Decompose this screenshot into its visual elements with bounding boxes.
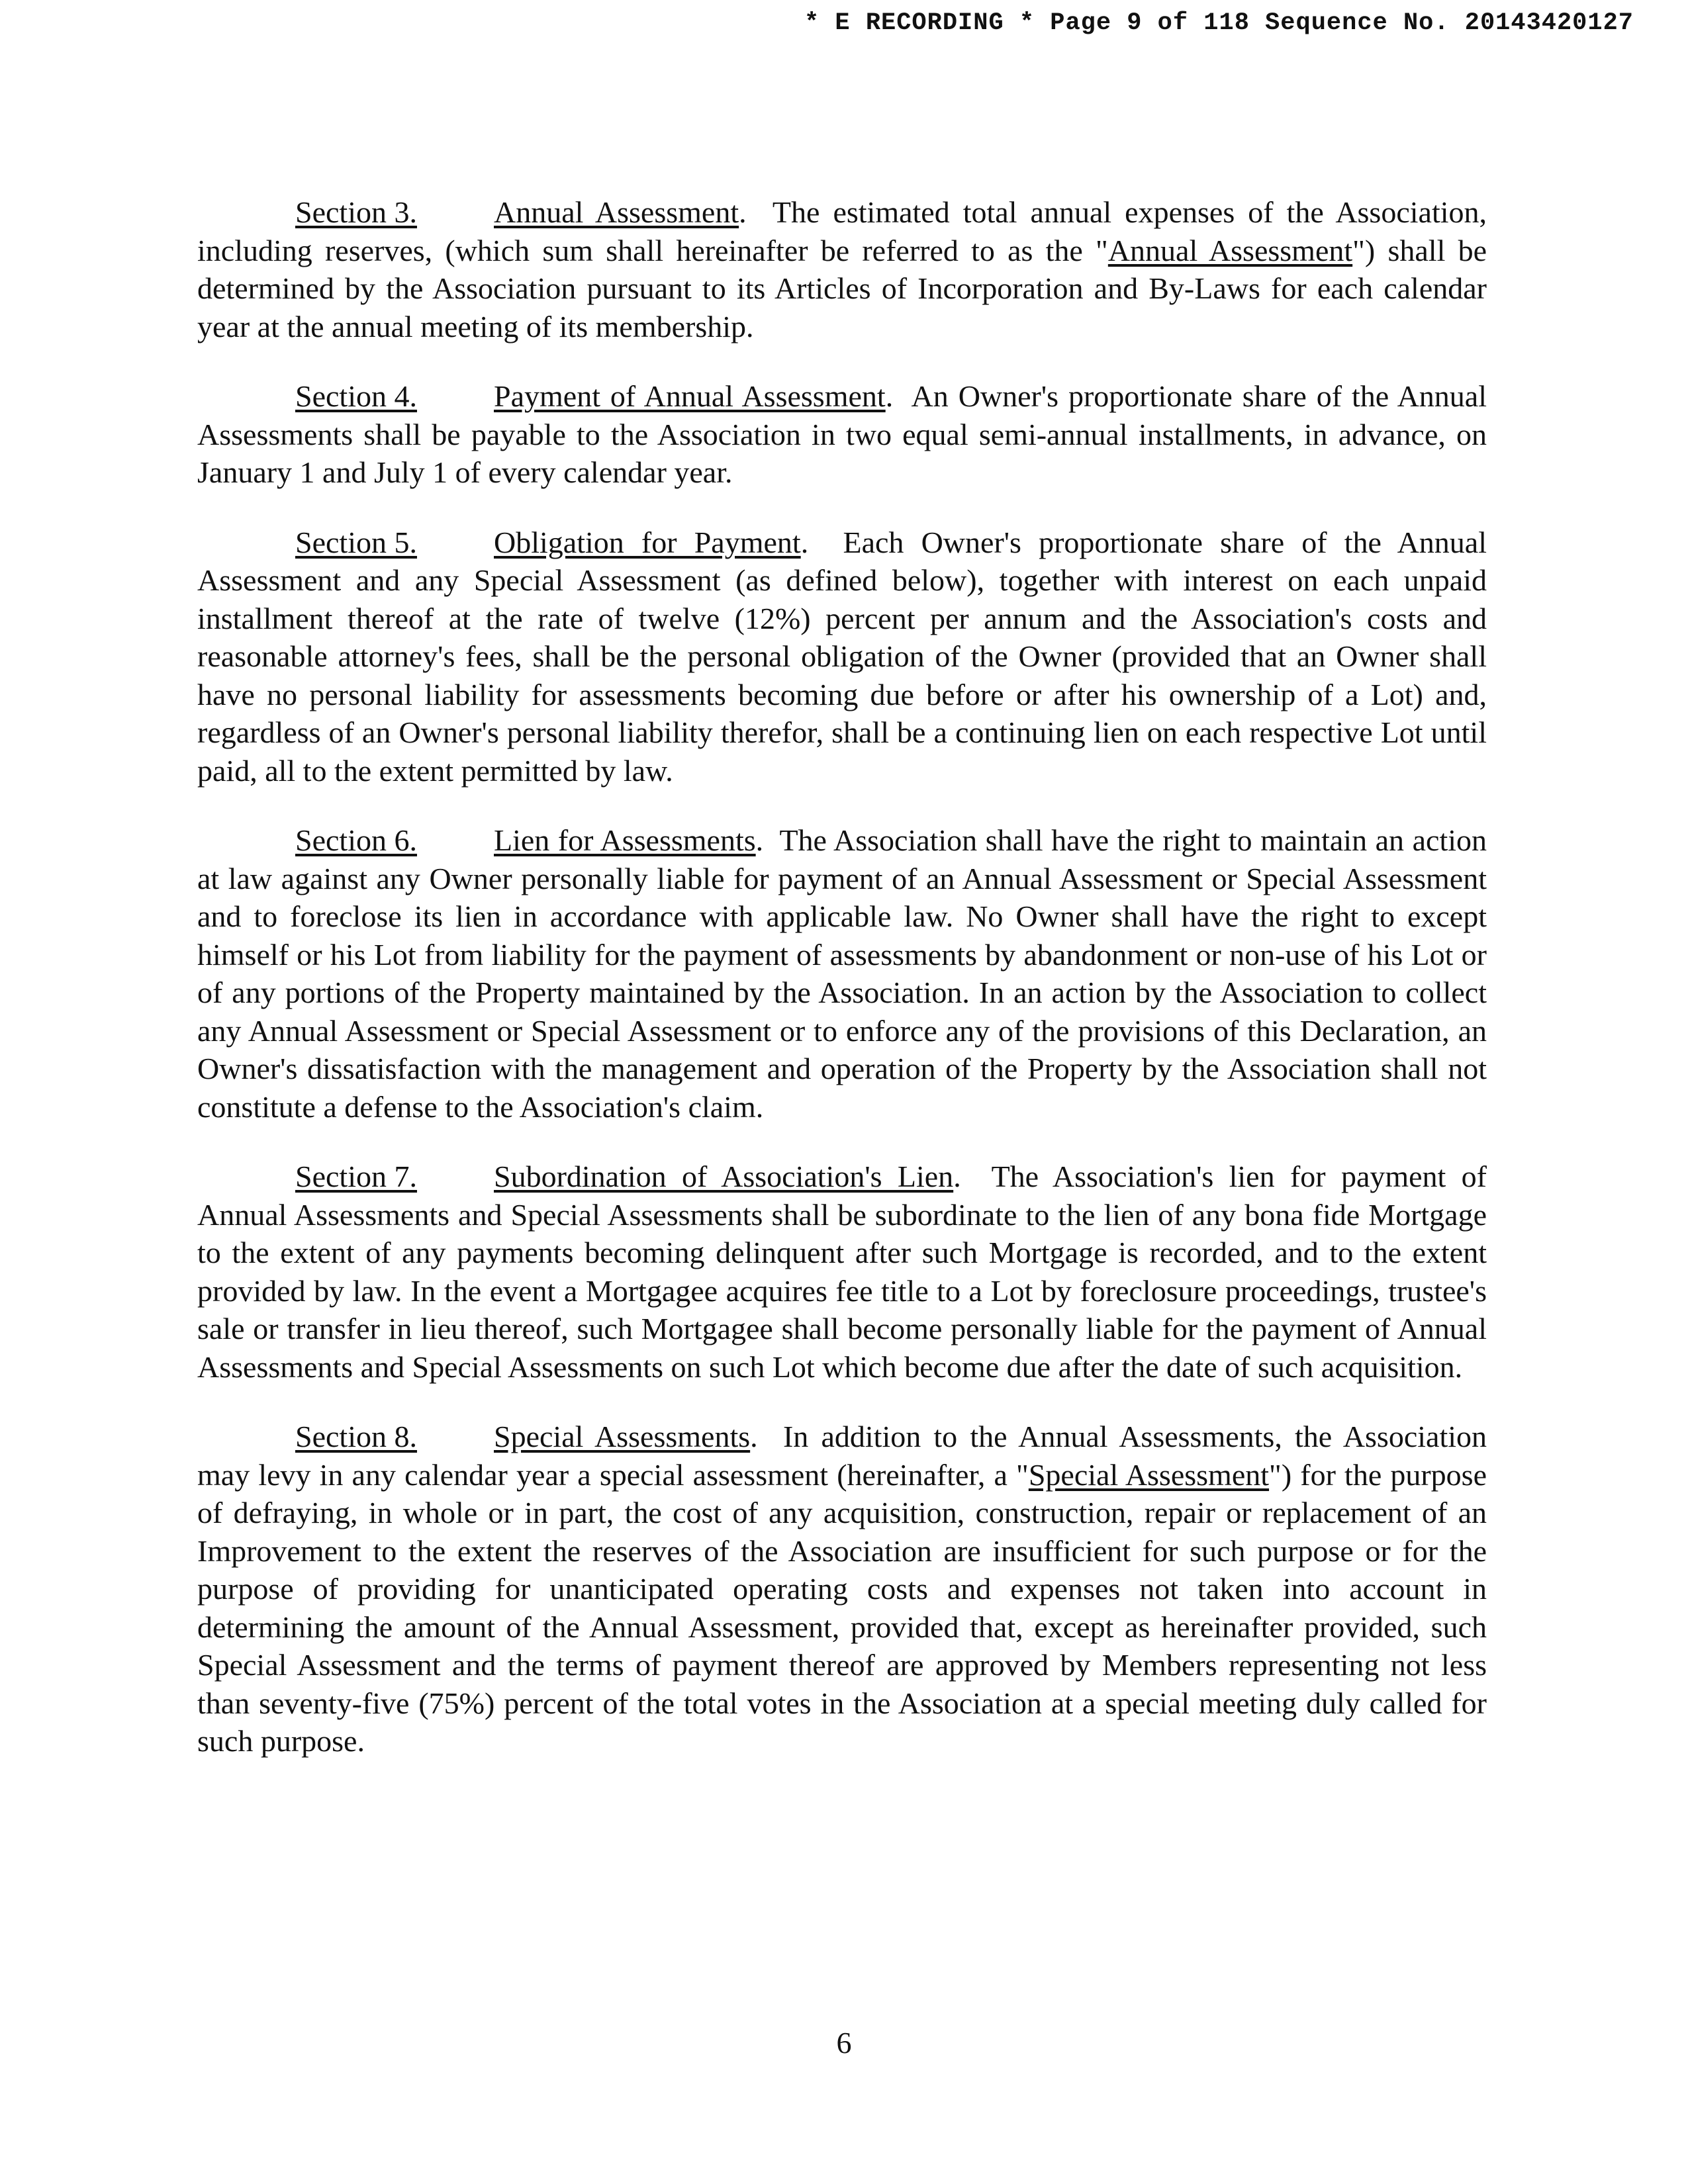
section-heading: Payment of Annual Assessment (494, 379, 886, 413)
section-text: ") shall be determined by the Association pursuant to its Articles of Incorporation and By-Laws for each calendar year at the annual meeting of its membership. (197, 233, 1487, 343)
section-text: Each Owner's proportionate share of the Annual Assessment and any Special Assessment (as defined below), together with interest on each unpaid installment thereof at the rate of twelve (12%) percent per annum and the Association's costs and reasonable attorney's fees, shall be the personal obligation of the Owner (provided that an Owner shall have no personal liability for assessments becoming due before or after his ownership of a Lot) and, regardless of an Owner's personal liability therefor, shall be a continuing lien on each respective Lot until paid, all to the extent permitted by law. (197, 525, 1487, 788)
section-text: The Association shall have the right to maintain an action at law against any Owner personally liable for payment of an Annual Assessment or Special Assessment and to foreclose its lien in accordance with applicable law. No Owner shall have the right to except himself or his Lot from liability for the payment of assessments by abandonment or non-use of his Lot or of any portions of the Property maintained by the Association. In an action by the Association to collect any Annual Assessment or Special Assessment or to enforce any of the provisions of this Declaration, an Owner's dissatisfaction with the management and operation of the Property by the Association shall not constitute a defense to the Association's claim. (197, 823, 1487, 1124)
section-text: An Owner's proportionate share of the Annual Assessments shall be payable to the Association in two equal semi-annual installments, in advance, on January 1 and July 1 of every calendar year. (197, 379, 1487, 489)
document-body (197, 193, 1487, 1792)
section-heading: Subordination of Association's Lien (494, 1160, 954, 1193)
section-text: The Association's lien for payment of Annual Assessments and Special Assessments shall be subordinate to the lien of any bona fide Mortgage to the extent of any payments becoming delinquent after such Mortgage is recorded, and to the extent provided by law. In the event a Mortgagee acquires fee title to a Lot by foreclosure proceedings, trustee's sale or transfer in lieu thereof, such Mortgagee shall become personally liable for the payment of Annual Assessments and Special Assessments on such Lot which become due after the date of such acquisition. (197, 1160, 1487, 1384)
section-number: Section 5. (295, 525, 417, 559)
section-heading: Annual Assessment (494, 195, 739, 229)
section-number: Section 8. (295, 1420, 417, 1453)
recording-header: * E RECORDING * Page 9 of 118 Sequence No. 20143420127 (804, 9, 1634, 37)
section-5: Section 5. Obligation for Payment. Each Owner's proportionate share of the Annual Assessment and any Special Assessment (as defined below), together with interest on each unpaid installment thereof at the rate of twelve (12%) percent per annum and the Association's costs and reasonable attorney's fees, shall be the personal obligation of the Owner (provided that an Owner shall have no personal liability for assessments becoming due before or after his ownership of a Lot) and, regardless of an Owner's personal liability therefor, shall be a continuing lien on each respective Lot until paid, all to the extent permitted by law. (197, 523, 1487, 790)
section-number: Section 7. (295, 1160, 417, 1193)
page-number: 6 (836, 2026, 852, 2060)
section-4: Section 4. Payment of Annual Assessment. An Owner's proportionate share of the Annual Assessments shall be payable to the Association in two equal semi-annual installments, in advance, on January 1 and July 1 of every calendar year. (197, 377, 1487, 492)
defined-term: Special Assessment (1028, 1457, 1270, 1492)
section-heading: Lien for Assessments (494, 823, 756, 857)
section-7: Section 7. Subordination of Association's Lien. The Association's lien for payment of Annual Assessments and Special Assessments shall be subordinate to the lien of any bona fide Mortgage to the extent of any payments becoming delinquent after such Mortgage is recorded, and to the extent provided by law. In the event a Mortgagee acquires fee title to a Lot by foreclosure proceedings, trustee's sale or transfer in lieu thereof, such Mortgagee shall become personally liable for the payment of Annual Assessments and Special Assessments on such Lot which become due after the date of such acquisition. (197, 1158, 1487, 1386)
section-heading: Obligation for Payment (494, 525, 801, 559)
section-number: Section 3. (295, 195, 417, 229)
section-number: Section 6. (295, 823, 417, 857)
section-number: Section 4. (295, 379, 417, 413)
section-text: In addition to the Annual Assessments, the Association may levy in any calendar year a special assessment (hereinafter, a " (197, 1420, 1487, 1492)
section-heading: Special Assessments (494, 1420, 751, 1453)
defined-term: Annual Assessment (1107, 233, 1353, 267)
section-6: Section 6. Lien for Assessments. The Association shall have the right to maintain an action at law against any Owner personally liable for payment of an Annual Assessment or Special Assessment and to foreclose its lien in accordance with applicable law. No Owner shall have the right to except himself or his Lot from liability for the payment of assessments by abandonment or non-use of his Lot or of any portions of the Property maintained by the Association. In an action by the Association to collect any Annual Assessment or Special Assessment or to enforce any of the provisions of this Declaration, an Owner's dissatisfaction with the management and operation of the Property by the Association shall not constitute a defense to the Association's claim. (197, 821, 1487, 1126)
section-3: Section 3. Annual Assessment. The estimated total annual expenses of the Association, including reserves, (which sum shall hereinafter be referred to as the "Annual Assessment") shall be determined by the Association pursuant to its Articles of Incorporation and By-Laws for each calendar year at the annual meeting of its membership. (197, 193, 1487, 345)
section-text: ") for the purpose of defraying, in whole or in part, the cost of any acquisition, construction, repair or replacement of an Improvement to the extent the reserves of the Association are insufficient for such purpose or for the purpose of providing for unanticipated operating costs and expenses not taken into account in determining the amount of the Annual Assessment, provided that, except as hereinafter provided, such Special Assessment and the terms of payment thereof are approved by Members representing not less than seventy-five (75%) percent of the total votes in the Association at a special meeting duly called for such purpose. (197, 1457, 1487, 1758)
section-text: The estimated total annual expenses of the Association, including reserves, (which sum shall hereinafter be referred to as the " (197, 195, 1487, 267)
section-8: Section 8. Special Assessments. In addition to the Annual Assessments, the Association may levy in any calendar year a special assessment (hereinafter, a "Special Assessment") for the purpose of defraying, in whole or in part, the cost of any acquisition, construction, repair or replacement of an Improvement to the extent the reserves of the Association are insufficient for such purpose or for the purpose of providing for unanticipated operating costs and expenses not taken into account in determining the amount of the Annual Assessment, provided that, except as hereinafter provided, such Special Assessment and the terms of payment thereof are approved by Members representing not less than seventy-five (75%) percent of the total votes in the Association at a special meeting duly called for such purpose. (197, 1418, 1487, 1760)
